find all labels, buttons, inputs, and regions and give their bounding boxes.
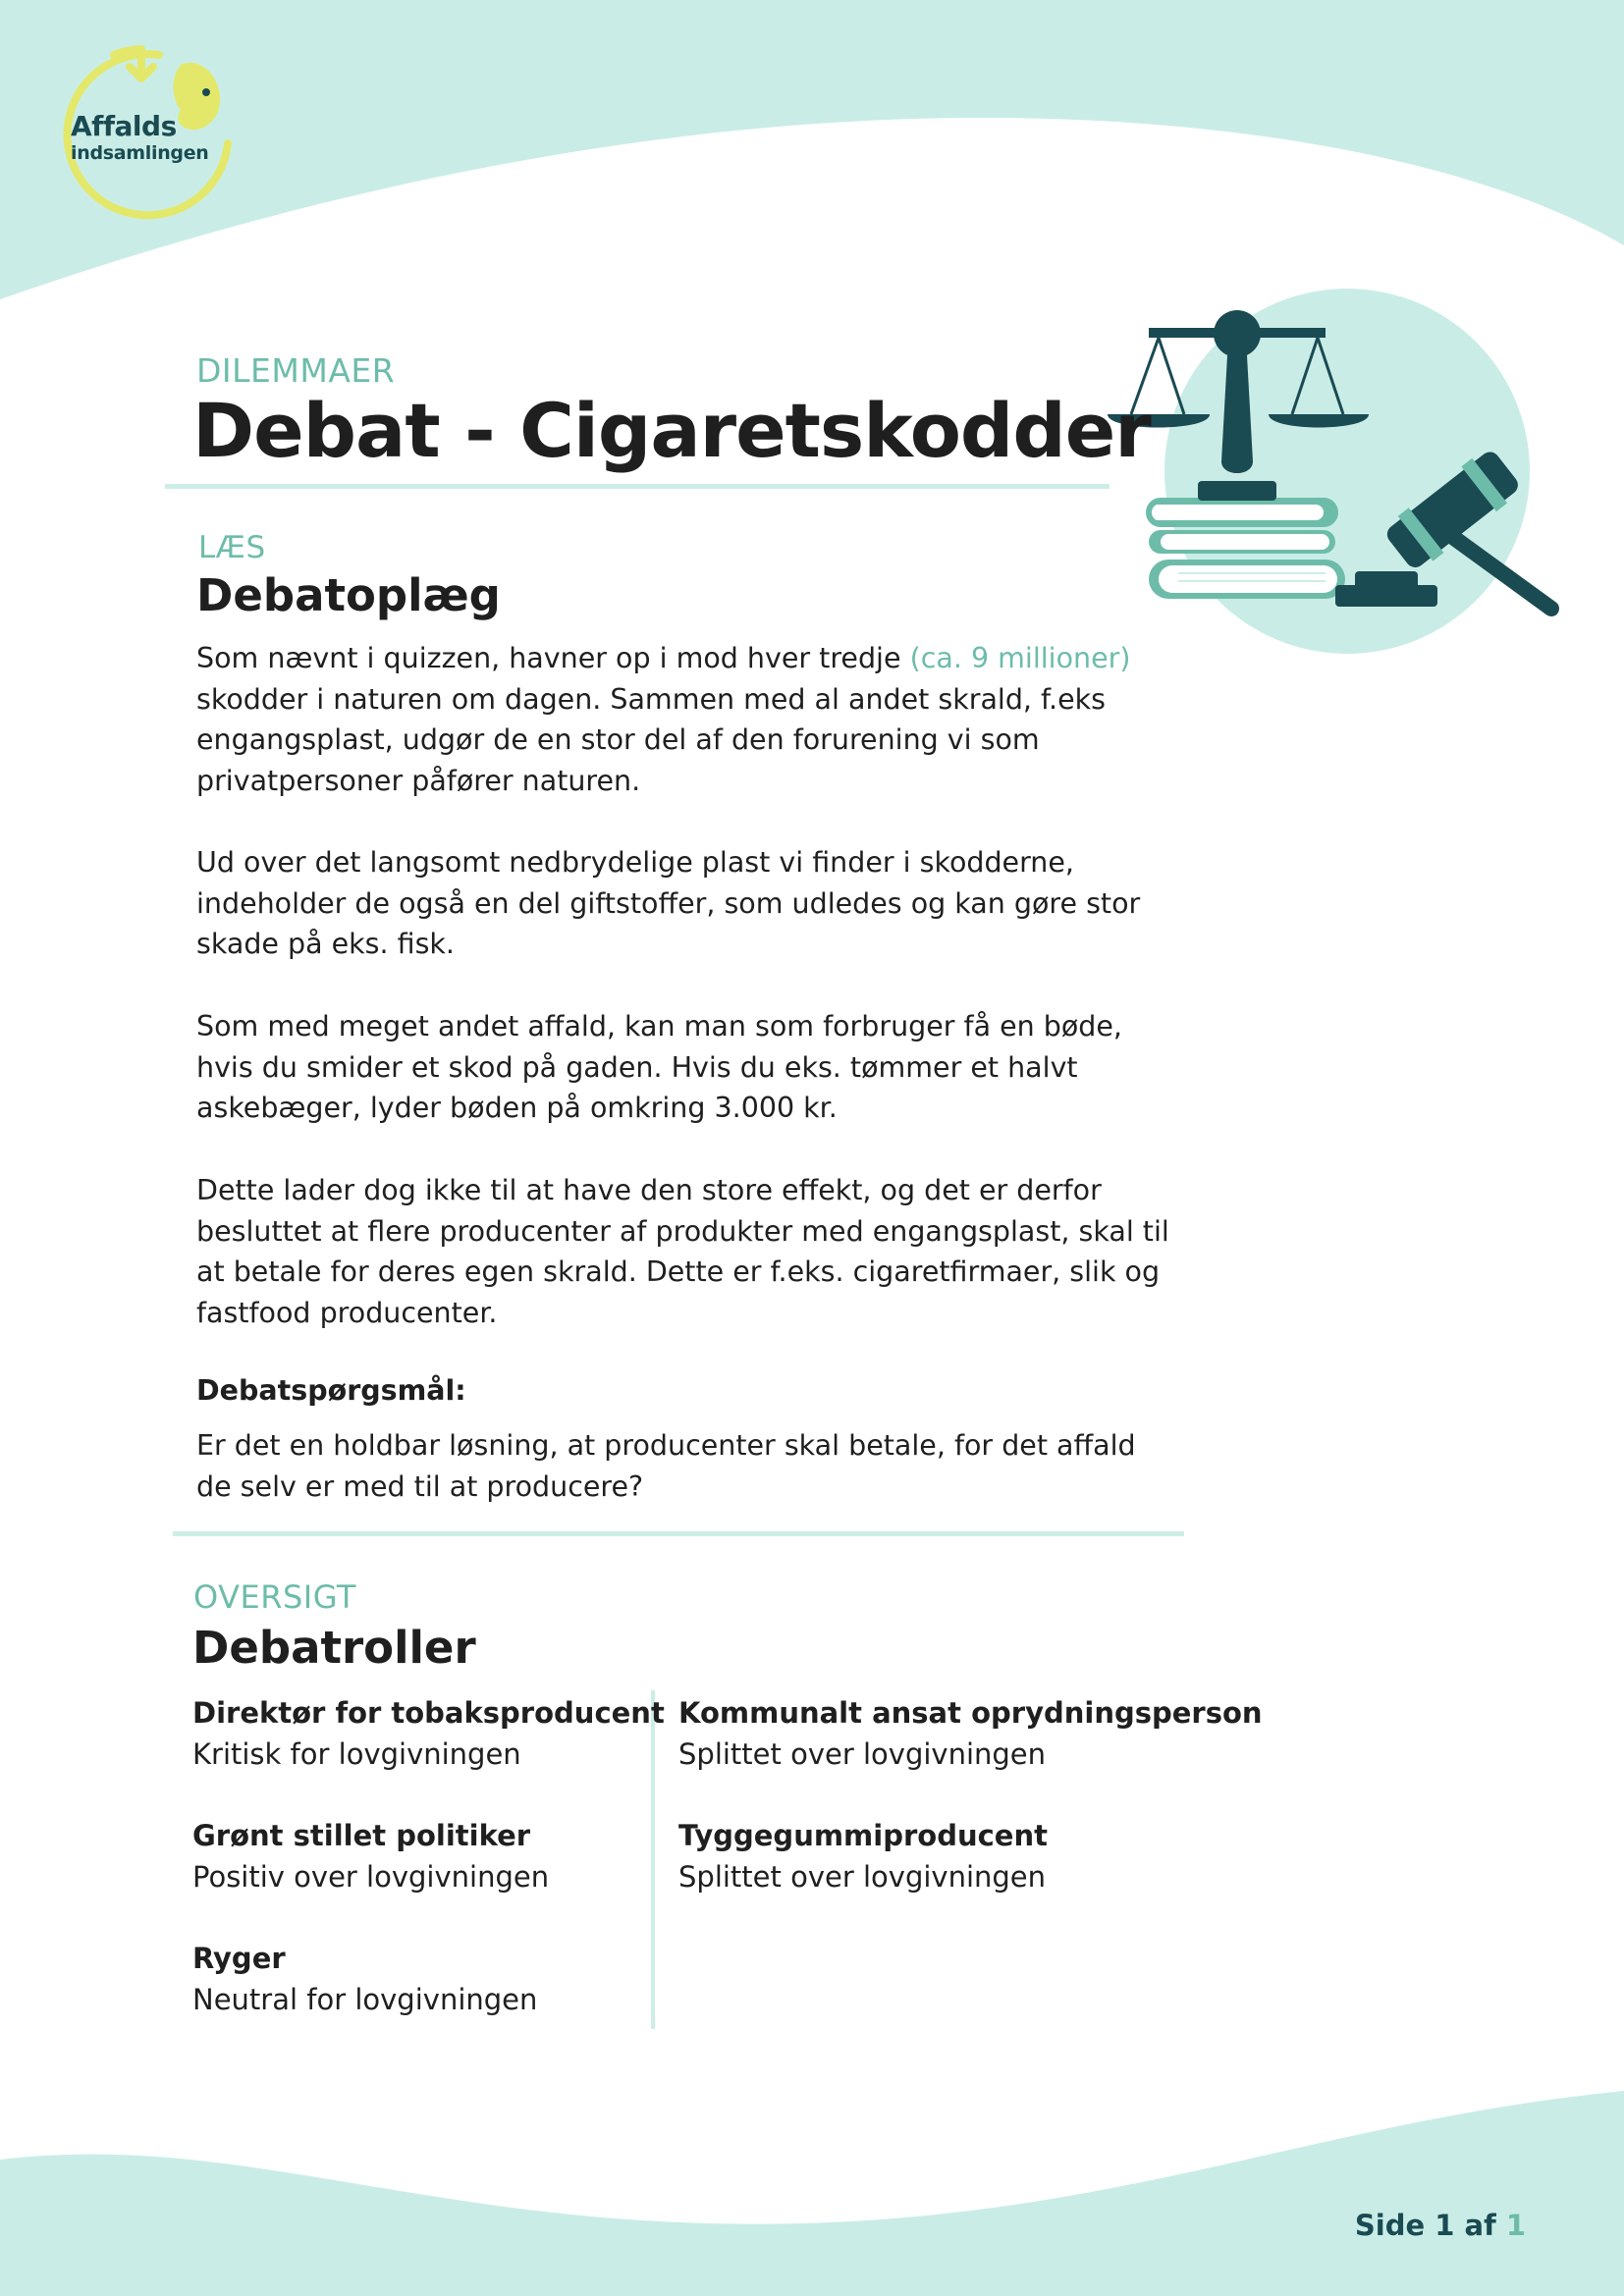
- role-stance: Splittet over lovgivningen: [678, 1860, 1047, 1894]
- intro-heading: Debatoplæg: [196, 569, 501, 621]
- title-divider: [165, 484, 1110, 489]
- page-title: Debat - Cigaretskodder: [192, 387, 1151, 474]
- role-item: [192, 1815, 549, 1897]
- role-stance: Positiv over lovgivningen: [192, 1860, 550, 1894]
- intro-paragraph-1: Som nævnt i quizzen, havner op i mod hver tredje (ca. 9 millioner) skodder i naturen om dagen. Sammen med al andet skrald, f.eks engangsplast, udgør de en stor del af den forurening vi som privatpersoner påfører naturen.: [196, 642, 1131, 797]
- role-name: Ryger: [192, 1942, 286, 1975]
- role-name: Kommunalt ansat oprydningsperson: [678, 1696, 1263, 1730]
- books-icon: [1149, 501, 1345, 599]
- role-item: [192, 1692, 665, 1775]
- role-stance: Neutral for lovgivningen: [192, 1983, 538, 2016]
- page-number: Side 1 af 1: [1354, 2209, 1526, 2242]
- overview-heading: Debatroller: [192, 1622, 476, 1674]
- intro-kicker: LÆS: [198, 530, 266, 565]
- logo-subtext: indsamlingen: [71, 142, 209, 164]
- role-item: [192, 1938, 537, 2020]
- role-name: Direktør for tobaksproducent: [192, 1696, 665, 1730]
- role-item: [678, 1692, 1263, 1775]
- question-text: Er det en holdbar løsning, at producenter skal betale, for det affald de selv er med til at producere?: [196, 1429, 1136, 1503]
- intro-paragraph-3: Som med meget andet affald, kan man som forbruger få en bøde, hvis du smider et skod på gaden. Hvis du eks. tømmer et halvt askebæger, lyder bøden på omkring 3.000 kr.: [196, 1010, 1122, 1125]
- role-name: Tyggegummiproducent: [678, 1819, 1048, 1852]
- scales-of-justice-icon: [1090, 285, 1581, 658]
- intro-paragraph-4: Dette lader dog ikke til at have den store effekt, og det er derfor besluttet at flere producenter af produkter med engangsplast, skal til at betale for deres egen skrald. Dette er f.eks. cigaretfirmaer, slik og fastfood producenter.: [196, 1174, 1169, 1329]
- header-kicker: DILEMMAER: [196, 351, 396, 390]
- role-item: [678, 1815, 1048, 1897]
- role-stance: Splittet over lovgivningen: [678, 1737, 1047, 1771]
- question-label: Debatspørgsmål:: [196, 1374, 466, 1407]
- role-name: Grønt stillet politiker: [192, 1819, 531, 1852]
- role-stance: Kritisk for lovgivningen: [192, 1737, 521, 1771]
- overview-kicker: OVERSIGT: [193, 1578, 356, 1616]
- highlight-estimate: (ca. 9 millioner): [909, 642, 1131, 674]
- section-divider: [173, 1531, 1184, 1536]
- intro-paragraph-2: Ud over det langsomt nedbrydelige plast vi finder i skodderne, indeholder de også en del giftstoffer, som udledes og kan gøre stor skade på eks. fisk.: [196, 846, 1141, 961]
- logo-text: Affalds: [71, 110, 177, 142]
